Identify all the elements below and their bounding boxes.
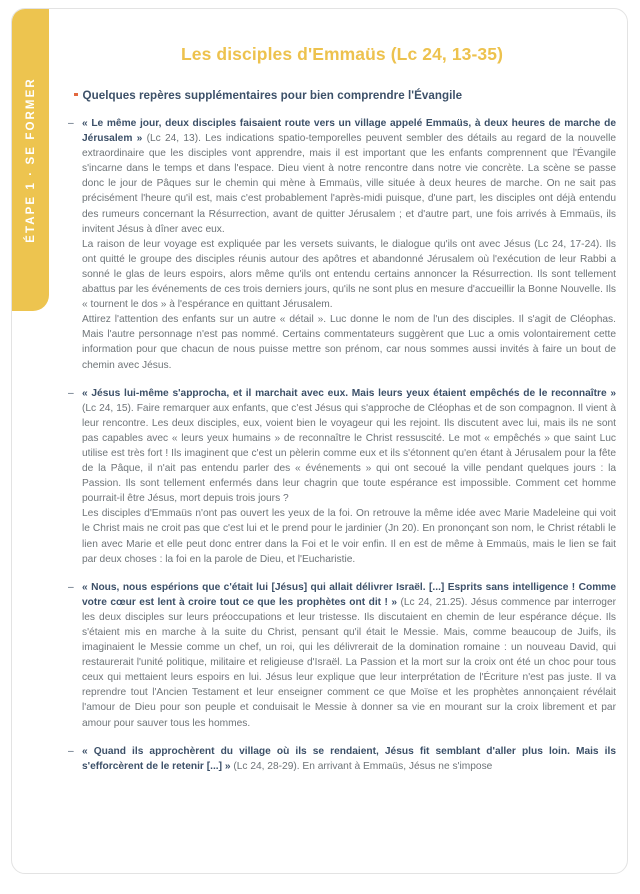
document-content [68, 8, 616, 787]
paragraph-text: (Lc 24, 21.25). Jésus commence par interroger les deux disciples sur leurs préoccupations et leur tristesse. Ils discutaient en chemin de leur espérance déçue. Ils s'étaient mis en marche à la suite du Christ, pensant qu'il était le Messie. Mais, comme beaucoup de Juifs, ils imaginaient le Messie comme un chef, un roi, qui les délivrerait de la domination romaine : un nouveau David, qui restaurerait l'unité politique, militaire et religieuse d'Israël. La Passion et la mort sur la croix ont été un choc pour tous ceux qui mettaient leurs espoirs en lui. Jésus leur explique que leur interprétation de l'Écriture n'est pas juste. Il va reprendre tout l'Ancien Testament et leur enseigner comment ce que Moïse et les prophètes annonçaient révélait l'amour de Dieu pour son peuple et conduisait le Messie à donner sa vie en mourant sur la croix librement et par amour pour sauver tous les hommes. [82, 596, 617, 729]
block-body [82, 386, 616, 567]
dash-marker: – [68, 745, 74, 757]
paragraph [82, 116, 616, 237]
square-bullet-icon [74, 93, 78, 97]
dash-marker: – [68, 387, 74, 399]
step-tab-label: ÉTAPE 1 · SE FORMER [24, 77, 37, 243]
paragraph-blocks [68, 102, 616, 774]
paragraph [82, 237, 616, 312]
paragraph-block [68, 580, 616, 731]
paragraph-text: (Lc 24, 28-29). En arrivant à Emmaüs, Jésus ne s'impose [230, 760, 493, 772]
step-tab [12, 9, 49, 311]
block-body [82, 744, 616, 774]
block-body [82, 580, 616, 731]
paragraph [82, 580, 616, 731]
paragraph-text: Attirez l'attention des enfants sur un autre « détail ». Luc donne le nom de l'un des disciples. Il s'agit de Cléophas. Mais l'autre personnage n'est pas nommé. Certains commentateurs suggèrent que Luc a omis volontairement cette information pour que chacun de nous puisse mettre son prénom, car nous sommes aussi invités à faire un bout de chemin avec Jésus. [82, 314, 616, 371]
paragraph [82, 312, 616, 372]
paragraph-block [68, 116, 616, 373]
scripture-quote: « Le même jour, deux disciples faisaient route vers un village appelé Emmaüs, à deux heures de marche de Jérusalem » [82, 118, 616, 145]
section-heading-label: Quelques repères supplémentaires pour bien comprendre l'Évangile [82, 89, 463, 102]
scripture-quote: « Jésus lui-même s'approcha, et il marchait avec eux. Mais leurs yeux étaient empêchés de le reconnaître » [82, 387, 616, 399]
dash-marker: – [68, 581, 74, 593]
paragraph-text: (Lc 24, 15). Faire remarquer aux enfants, que c'est Jésus qui s'approche de Cléophas et de son compagnon. Il vient à leur rencontre. Les deux disciples, eux, voient bien le voyageur qui les rejoint. Ils discutent avec lui, mais ils ne sont pas capables avec « leurs yeux humains » de reconnaître le Christ ressuscité. Le mot « empêchés » que saint Luc utilise est très fort ! Ils imaginent que c'est un pèlerin comme eux et ils s'étonnent qu'en étant à Jérusalem pour la fête de la Pâque, il n'ait pas entendu parler des « événements » qui ont secoué la ville pendant quelques jours : la Passion. Ils sont tellement enfermés dans leur chagrin que toute espérance est impossible. Comment cet homme pourrait-il être Jésus, mort depuis trois jours ? [82, 402, 616, 505]
paragraph-block [68, 744, 616, 774]
paragraph [82, 506, 616, 566]
block-body [82, 116, 616, 373]
dash-marker: – [68, 118, 74, 129]
paragraph-text: (Lc 24, 13). Les indications spatio-temporelles peuvent sembler des détails au regard de la nouvelle extraordinaire que les disciples vont apprendre, mais il est important que les enfants comprennent que l'Évangile s'incarne dans le temps et dans l'espace. Dieu vient à notre rencontre dans notre vie concrète. La scène se passe donc le jour de Pâques sur le chemin qui mène à Emmaüs, ville située à deux heures de marche. On ne sait pas précisément l'heure qu'il est, mais c'est probablement l'après-midi puisque, d'une part, les disciples ont déjà entendu des rumeurs concernant la Résurrection, avant de quitter Jérusalem ; et d'autre part, une fois arrivés à Emmaüs, ils invitent Jésus à dîner avec eux. [82, 133, 616, 235]
paragraph-block [68, 386, 616, 567]
scripture-quote: « Quand ils approchèrent du village où ils se rendaient, Jésus fit semblant d'aller plus loin. Mais ils s'efforcèrent de le retenir [...] » [82, 745, 616, 772]
section-heading [68, 65, 616, 102]
scripture-quote: « Nous, nous espérions que c'était lui [Jésus] qui allait délivrer Israël. [...] Esprits sans intelligence ! Comme votre cœur est lent à croire tout ce que les prophètes ont dit ! » [82, 581, 616, 608]
page-title: Les disciples d'Emmaüs (Lc 24, 13-35) [180, 44, 504, 64]
paragraph [82, 744, 616, 774]
paragraph-text: La raison de leur voyage est expliquée par les versets suivants, le dialogue qu'ils ont avec Jésus (Lc 24, 17-24). Ils ont quitté le groupe des disciples réunis autour des apôtres et abandonné Jérusalem où l'exécution de leur Rabbi a sonné le glas de leurs espoirs, alors même qu'ils ont entendu certains annoncer la Résurrection. Ils sont tellement abattus par les événements de ces trois derniers jours, qu'ils ne sont plus en mesure d'accueillir la Bonne Nouvelle. Ils « tournent le dos » à l'espérance en quittant Jérusalem. [82, 238, 616, 311]
paragraph [82, 386, 616, 507]
paragraph-text: Les disciples d'Emmaüs n'ont pas ouvert les yeux de la foi. On retrouve la même idée avec Marie Madeleine qui voit le Christ mais ne croit pas que c'est lui et le prend pour le jardinier (Jn 20). En prononçant son nom, le Christ rétabli le lien avec Marie et elle peut donc entrer dans la Foi et le voir enfin. Il en est de même à Emmaüs, mais le lien se fait par deux choses : la foi en la parole de Dieu, et l'Eucharistie. [82, 508, 616, 565]
